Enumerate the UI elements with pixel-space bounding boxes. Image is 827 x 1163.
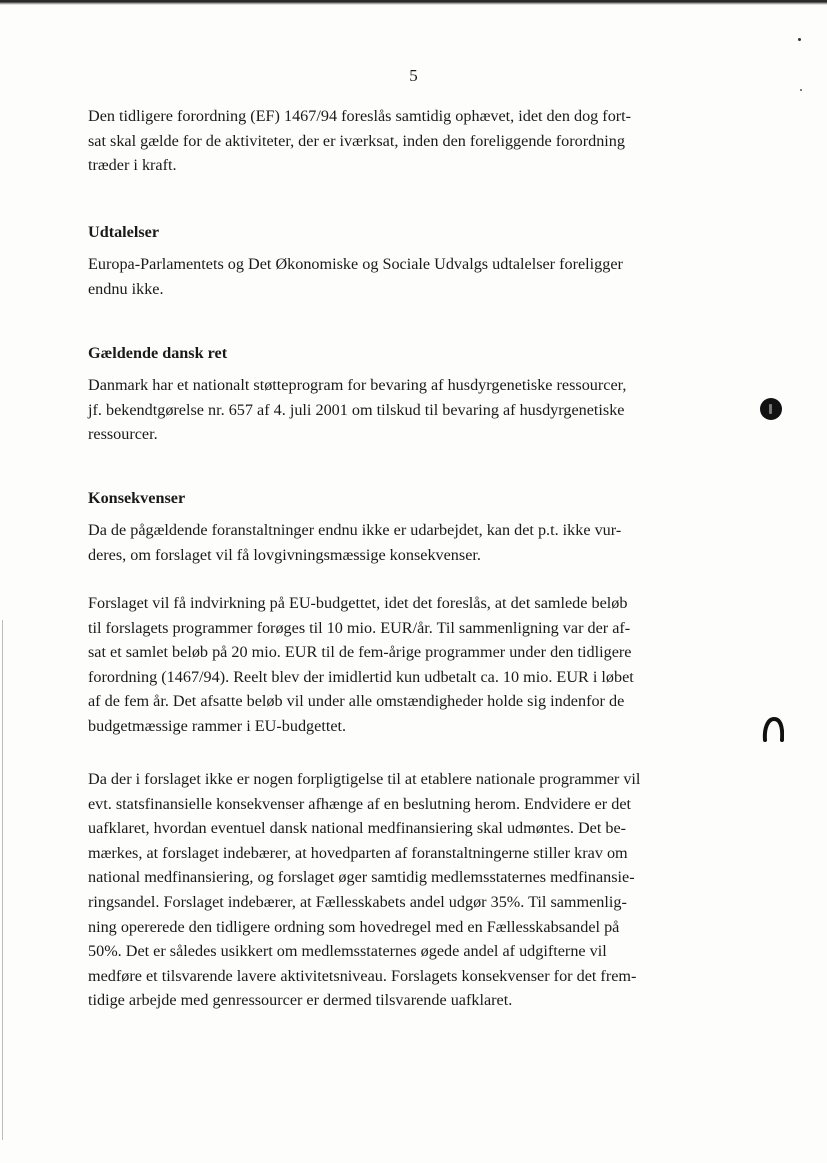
text-line: Da der i forslaget ikke er nogen forpligtigelse til at etablere nationale programmer vil [88, 770, 641, 788]
punch-hole-icon [760, 398, 782, 420]
konsekvenser-paragraph-3 [88, 767, 733, 1013]
intro-paragraph [88, 104, 733, 178]
text-line: Europa-Parlamentets og Det Økonomiske og Sociale Udvalgs udtalelser foreligger [88, 255, 623, 273]
text-line: tidige arbejde med genressourcer er dermed tilsvarende uafklaret. [88, 991, 513, 1010]
text-line: sat et samlet beløb på 20 mio. EUR til de fem-årige programmer under den tidligere [88, 643, 632, 662]
text-line: medføre et tilsvarende lavere aktivitetsniveau. Forslagets konsekvenser for det frem- [88, 966, 637, 985]
top-scan-edge [0, 0, 827, 5]
text-line: sat skal gælde for de aktiviteter, der er iværksat, inden den foreliggende forordning [88, 131, 625, 150]
text-line: ringsandel. Forslaget indebærer, at Fællesskabets andel udgør 35%. Til sammenlig- [88, 892, 627, 911]
konsekvenser-paragraph-2 [88, 591, 733, 739]
text-line: endnu ikke. [88, 279, 164, 298]
text-line: deres, om forslaget vil få lovgivningsmæssige konsekvenser. [88, 545, 481, 564]
text-line: Den tidligere forordning (EF) 1467/94 foreslås samtidig ophævet, idet den dog fort- [88, 107, 632, 125]
scan-speck [800, 89, 802, 91]
udtalelser-paragraph [88, 252, 733, 301]
text-line: evt. statsfinansielle konsekvenser afhænge af en beslutning herom. Endvidere er det [88, 794, 632, 813]
heading-gaeldende-dansk-ret: Gældende dansk ret [88, 344, 228, 362]
heading-konsekvenser: Konsekvenser [88, 489, 186, 507]
text-line: jf. bekendtgørelse nr. 657 af 4. juli 2001 om tilskud til bevaring af husdyrgenetiske [88, 400, 625, 419]
text-line: ning opererede den tidligere ordning som hovedregel med en Fællesskabsandel på [88, 917, 620, 936]
heading-udtalelser: Udtalelser [88, 223, 160, 241]
page-number: 5 [409, 66, 418, 85]
text-line: Forslaget vil få indvirkning på EU-budgettet, idet det foreslås, at det samlede beløb [88, 594, 628, 612]
text-line: træder i kraft. [88, 156, 177, 175]
text-line: uafklaret, hvordan eventuel dansk national medfinansiering skal udmøntes. Det be- [88, 819, 627, 838]
text-line: af de fem år. Det afsatte beløb vil under alle omstændigheder holde sig indenfor de [88, 692, 625, 711]
text-line: national medfinansiering, og forslaget øger samtidig medlemsstaternes medfinansie- [88, 868, 635, 887]
text-line: forordning (1467/94). Reelt blev der imidlertid kun udbetalt ca. 10 mio. EUR i løbet [88, 667, 634, 686]
text-line: 50%. Det er således usikkert om medlemsstaternes øgede andel af udgifterne vil [88, 942, 607, 961]
konsekvenser-paragraph-1 [88, 518, 733, 567]
text-line: mærkes, at forslaget indebærer, at hovedparten af foranstaltningerne stiller krav om [88, 843, 628, 862]
left-scan-edge [2, 620, 3, 1140]
text-line: Danmark har et nationalt støtteprogram for bevaring af husdyrgenetiske ressourcer, [88, 376, 627, 394]
text-line: budgetmæssige rammer i EU-budgettet. [88, 716, 347, 735]
text-line: ressourcer. [88, 425, 158, 444]
scan-speck [798, 38, 801, 41]
gaeldende-paragraph [88, 373, 733, 447]
binder-ring-icon [762, 716, 784, 742]
text-line: til forslagets programmer forøges til 10 mio. EUR/år. Til sammenligning var der af- [88, 618, 631, 637]
text-line: Da de pågældende foranstaltninger endnu ikke er udarbejdet, kan det p.t. ikke vur- [88, 521, 622, 539]
